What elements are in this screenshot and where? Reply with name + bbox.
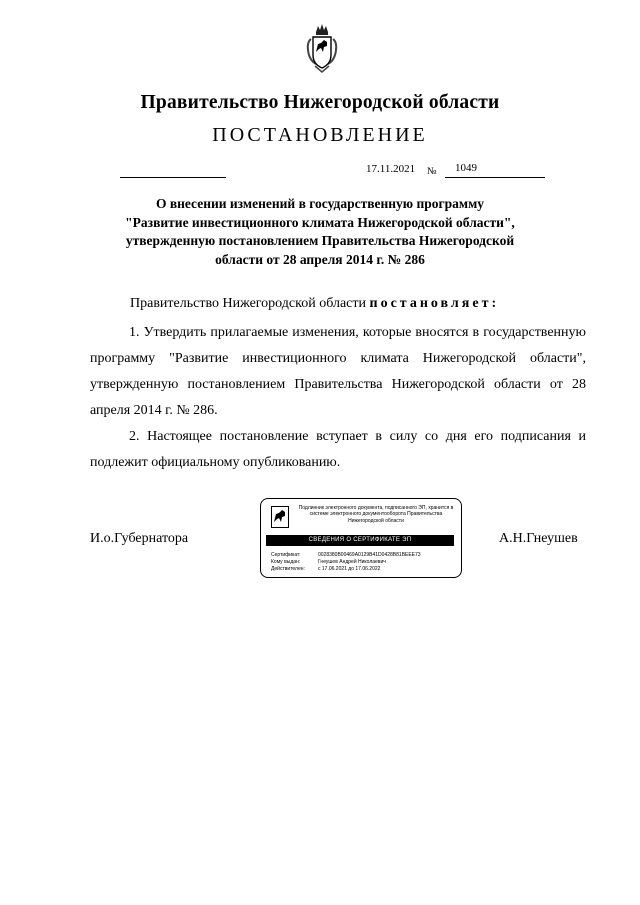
number-sign: №: [427, 166, 437, 177]
certificate-label: Сертификат:: [271, 552, 301, 558]
certificate-row: [271, 552, 421, 558]
document-type: ПОСТАНОВЛЕНИЕ: [212, 124, 428, 146]
document-date: 17.11.2021: [366, 163, 416, 175]
intro-text: Правительство Нижегородской области: [130, 296, 370, 311]
certificate-value: 0028380B00469A0129B41D0428B81BEEE73: [318, 552, 421, 558]
intro-emphasis: постановляет:: [369, 296, 500, 311]
owner-row: [271, 559, 386, 565]
organization-name: Правительство Нижегородской области: [140, 92, 500, 113]
document-subject: О внесении изменений в государственную программу "Развитие инвестиционного климата Нижегородской области", утвержденную постановлением Правительства Нижегородской области от 28 апреля 2014 г. № 286: [125, 196, 515, 267]
number-line: [445, 177, 545, 178]
signer-title: И.о.Губернатора: [90, 531, 189, 546]
validity-value: с 17.06.2021 до 17.06.2022: [318, 566, 381, 572]
paragraph-1: 1. Утвердить прилагаемые изменения, которые вносятся в государственную программу "Развитие инвестиционного климата Нижегородской области", утвержденную постановлением Правительства Нижегородской области от 28 апреля 2014 г. № 286.: [90, 325, 586, 418]
stamp-bar-label: СВЕДЕНИЯ О СЕРТИФИКАТЕ ЭП: [266, 535, 454, 546]
stamp-emblem-icon: [271, 506, 289, 528]
validity-label: Действителен:: [271, 566, 305, 572]
owner-label: Кому выдан:: [271, 559, 301, 565]
document-number: 1049: [455, 162, 477, 174]
intro-line: [130, 296, 499, 312]
stamp-heading: Подлинник электронного документа, подписанного ЭП, хранится в системе электронного документооборота Правительства Нижегородской области: [298, 505, 454, 524]
signer-name: А.Н.Гнеушев: [499, 531, 578, 546]
paragraph-2: 2. Настоящее постановление вступает в силу со дня его подписания и подлежит официальному опубликованию.: [90, 429, 586, 470]
coat-of-arms-icon: [302, 22, 342, 74]
validity-row: [271, 566, 380, 572]
owner-value: Гнеушев Андрей Николаевич: [318, 559, 386, 565]
e-signature-stamp: [260, 498, 462, 578]
blank-date-line: [120, 177, 226, 178]
